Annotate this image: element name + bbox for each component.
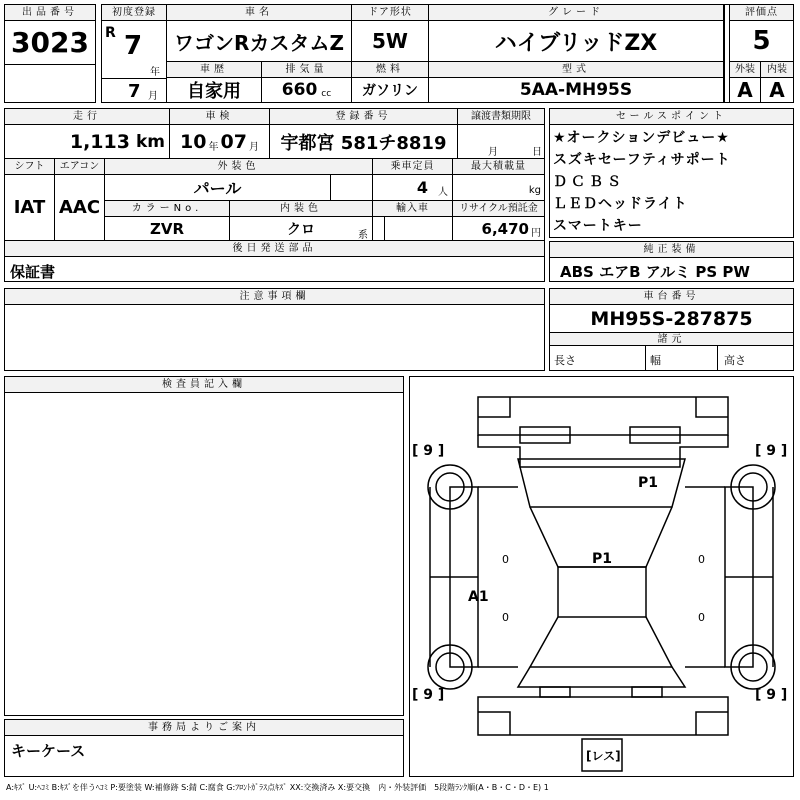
chassis-box (549, 288, 794, 371)
sales-point: ＬＥＤヘッドライト (553, 196, 688, 212)
lot-number-label: 出品番号 (5, 5, 95, 21)
height-cell (718, 346, 793, 370)
reg-no-label: 登録番号 (270, 109, 458, 125)
equipment: ABS エアB アルミ PS PW (560, 263, 750, 281)
int-color-suffix: 系 (358, 230, 368, 241)
shift-label: シフト (5, 159, 55, 175)
legend: A:ｷｽﾞ U:ﾍｺﾐ B:ｷｽﾞを伴うﾍｺﾐ P:要塗装 W:補修跡 S:錆 C:腐食 G:ﾌﾛﾝﾄｶﾞﾗｽ点ｷｽﾞ XX:交換済み X:要交換 内・外装評価 5段階ﾗﾝｸ順(A・B・C・D・E) 1 (6, 783, 549, 792)
inspector-label: 検査員記入欄 (5, 377, 403, 393)
chassis-label: 車台番号 (550, 289, 793, 305)
mileage-label: 走行 (5, 109, 170, 125)
sales-point: ＤＣＢＳ (553, 174, 625, 190)
capacity: 4 (416, 178, 428, 197)
recycle-cell (453, 217, 544, 241)
office-note: キーケース (11, 742, 86, 760)
insp-year: 10 (180, 130, 207, 153)
score-label: 評価点 (730, 5, 793, 21)
reg-month-unit: 月 (148, 91, 158, 102)
damage-mark-left-door: A1 (468, 589, 489, 605)
damage-diagram-box (409, 376, 794, 777)
spare-tire: [レス] (586, 749, 621, 763)
history-label: 車歴 (167, 62, 262, 78)
sales-points-label: セールスポイント (550, 109, 793, 125)
sales-point: スズキセーフティサポート (553, 152, 731, 168)
color-no-label: カラーNo. (105, 201, 230, 217)
reg-month: 7 (128, 81, 141, 102)
damage-mark-roof: P1 (592, 551, 613, 567)
exterior-label: 外装 (730, 62, 761, 78)
mileage-unit: km (135, 131, 165, 152)
transfer-day-unit: 日 (532, 147, 542, 158)
zero-mark: 0 (502, 553, 509, 566)
recycle-label: リサイクル預託金 (453, 201, 544, 217)
displacement: 660 (281, 80, 318, 100)
recycle: 6,470 (481, 219, 529, 238)
insp-year-unit: 年 (208, 142, 219, 153)
zero-mark: 0 (502, 611, 509, 624)
import-label: 輸入車 (373, 201, 453, 217)
interior-label: 内装 (761, 62, 793, 78)
tire-front-left: [ 9 ] (412, 443, 445, 459)
chassis-number: MH95S-287875 (550, 305, 793, 333)
model: 5AA-MH95S (429, 78, 724, 102)
max-load-cell (453, 175, 544, 201)
notes-box (4, 288, 545, 371)
equipment-box (549, 241, 794, 282)
door-type: 5W (352, 21, 429, 62)
displacement-unit: cc (321, 89, 332, 99)
first-reg-label: 初度登録 (102, 5, 167, 21)
exterior-color: パール (105, 175, 331, 201)
transfer-cell (458, 125, 544, 159)
equipment-label: 純正装備 (550, 242, 793, 258)
later-parts: 保証書 (10, 263, 56, 281)
sales-points-box (549, 108, 794, 238)
first-reg-cell (102, 21, 167, 102)
damage-mark-hood: P1 (638, 475, 659, 491)
lot-number-box (4, 4, 96, 103)
aircon-label: エアコン (55, 159, 105, 175)
details-block (4, 108, 545, 282)
tire-rear-left: [ 9 ] (412, 687, 445, 703)
capacity-unit: 人 (438, 187, 448, 198)
exterior-grade: A (730, 78, 761, 102)
sales-point: スマートキー (553, 218, 643, 234)
sales-point: ★オークションデビュー★ (553, 130, 730, 146)
int-color-label: 内装色 (230, 201, 373, 217)
displacement-cell (262, 78, 352, 102)
interior-color: クロ (287, 221, 315, 238)
name-label: 車名 (167, 5, 352, 21)
notes-label: 注意事項欄 (5, 289, 544, 305)
ext-color-label: 外装色 (105, 159, 373, 175)
mileage-cell (5, 125, 170, 159)
tire-rear-right: [ 9 ] (755, 687, 788, 703)
import-cell (373, 217, 453, 241)
recycle-unit: 円 (531, 228, 541, 239)
transfer-month-unit: 月 (488, 147, 498, 158)
length-cell (550, 346, 646, 370)
length-label: 長さ (554, 354, 576, 367)
history: 自家用 (167, 78, 262, 102)
sales-points-list (553, 127, 791, 237)
shift: IAT (5, 175, 55, 241)
fuel-label: 燃料 (352, 62, 429, 78)
tire-front-right: [ 9 ] (755, 443, 788, 459)
dims-label: 諸元 (550, 333, 793, 346)
max-load-unit: kg (528, 185, 541, 196)
car-diagram (410, 377, 793, 776)
inspector-box (4, 376, 404, 716)
insp-month: 07 (220, 130, 247, 153)
model-label: 型式 (429, 62, 724, 78)
max-load-label: 最大積載量 (453, 159, 544, 175)
inspection-label: 車検 (170, 109, 270, 125)
height-label: 高さ (724, 354, 746, 367)
car-name: ワゴンRカスタムZ (167, 21, 352, 62)
capacity-cell (373, 175, 453, 201)
registration-number: 宇都宮 581チ8819 (270, 125, 458, 159)
door-label: ドア形状 (352, 5, 429, 21)
inspection-cell (170, 125, 270, 159)
capacity-label: 乗車定員 (373, 159, 453, 175)
width-cell (646, 346, 718, 370)
later-parts-label: 後日発送部品 (5, 241, 544, 257)
interior-grade: A (769, 78, 785, 102)
office-box (4, 719, 404, 777)
era: R (105, 25, 116, 41)
reg-year-unit: 年 (150, 67, 160, 78)
aircon: AAC (55, 175, 105, 241)
vehicle-info-block (101, 4, 794, 103)
mileage: 1,113 (69, 130, 130, 153)
width-label: 幅 (650, 354, 661, 367)
transfer-label: 譲渡書類期限 (458, 109, 544, 125)
lot-number: 3023 (5, 21, 95, 65)
int-color-cell (230, 217, 373, 241)
office-label: 事務局よりご案内 (5, 720, 403, 736)
reg-year: 7 (124, 31, 143, 61)
zero-mark: 0 (698, 611, 705, 624)
zero-mark: 0 (698, 553, 705, 566)
insp-month-unit: 月 (248, 142, 259, 153)
grade: ハイブリッドZX (429, 21, 724, 62)
displacement-label: 排気量 (262, 62, 352, 78)
color-no: ZVR (105, 217, 230, 241)
score: 5 (730, 21, 793, 62)
grade-label: グレード (429, 5, 724, 21)
fuel: ガソリン (352, 78, 429, 102)
